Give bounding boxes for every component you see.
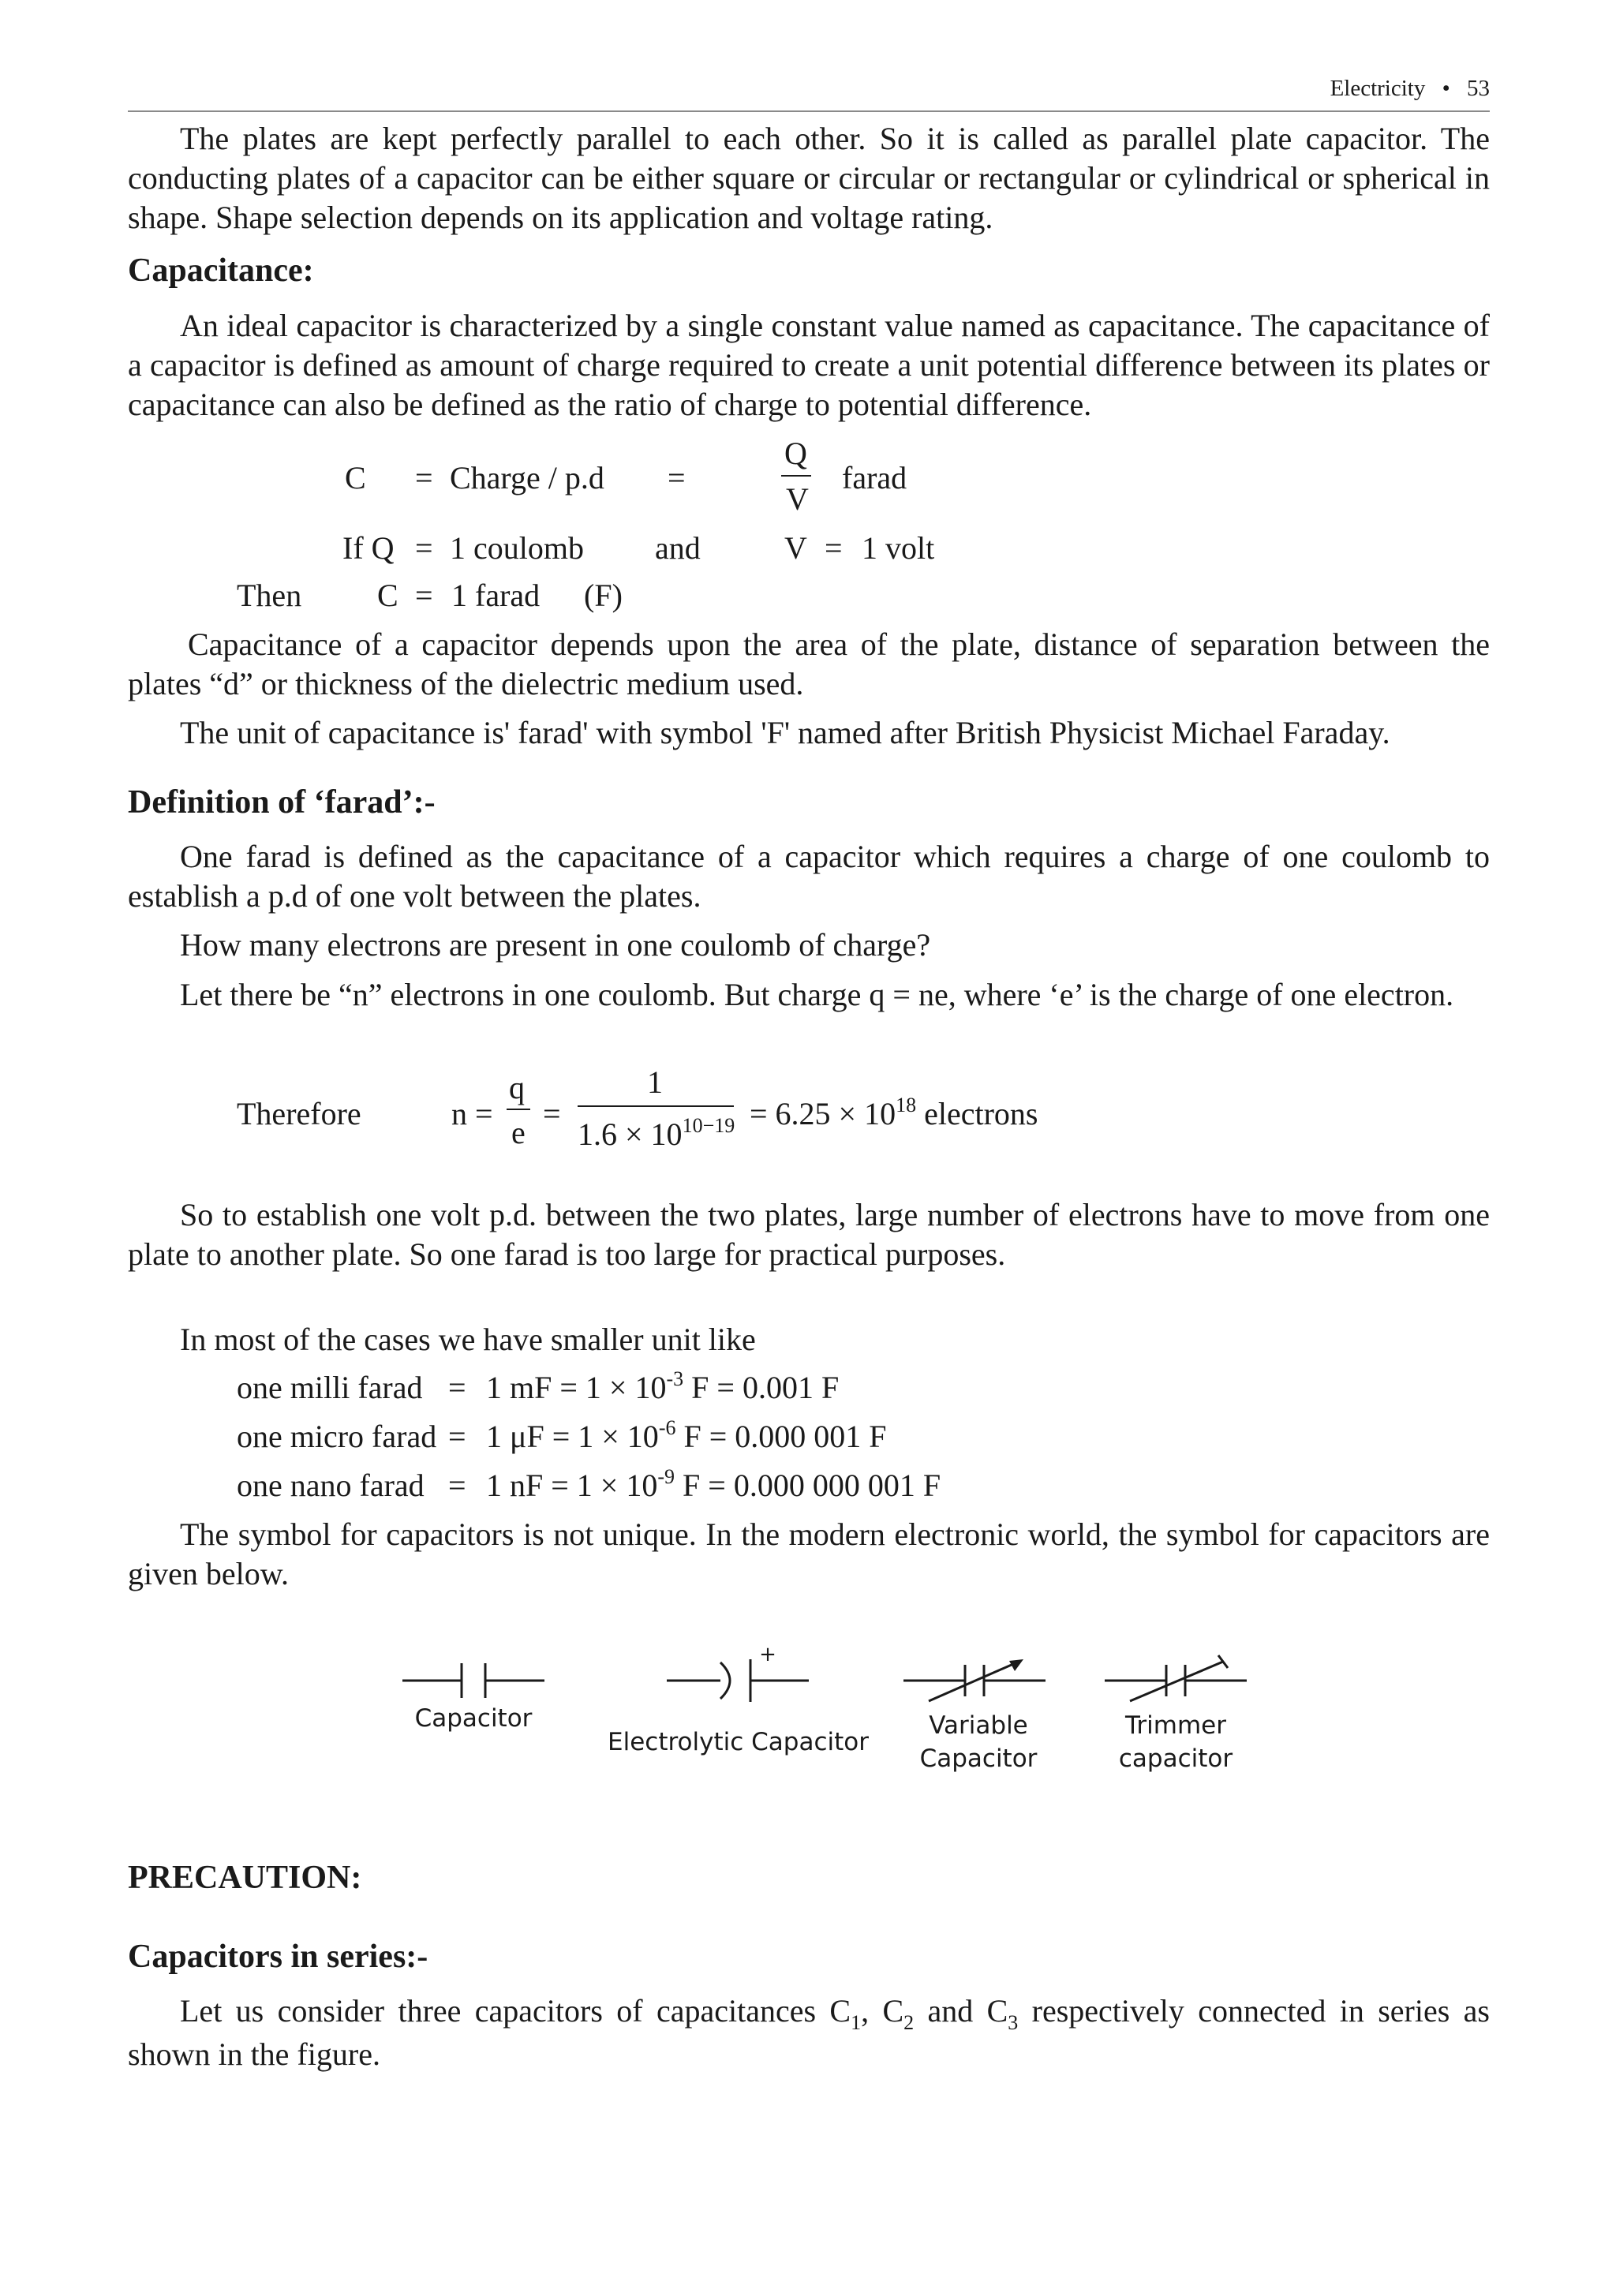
unit-tail: F = 0.000 001 F	[683, 1419, 887, 1454]
formula2-result-exp: 18	[896, 1094, 917, 1116]
formula2-denominator	[578, 1115, 735, 1158]
formula2-den-base: 1.6 × 10	[578, 1116, 683, 1152]
formula-one-volt: 1 volt	[862, 530, 935, 566]
intro-paragraph: The plates are kept perfectly parallel to each other. So it is called as parallel plate capacitor. The conducting plates of a capacitor can be either square or circular or rectangular or cylindrical or spherical in shape. Shape selection depends on its application and voltage rating.	[128, 121, 1490, 235]
variable-capacitor-label	[900, 1709, 1057, 1775]
formula-one-farad: 1 farad	[451, 578, 541, 613]
heading-precaution: PRECAUTION:	[128, 1860, 362, 1896]
formula2-e: e	[511, 1115, 526, 1150]
header-section: Electricity	[1330, 76, 1426, 101]
unit-row-micro	[237, 1417, 887, 1460]
series-text-b: , C	[861, 1993, 904, 2029]
header-separator: •	[1442, 76, 1450, 101]
variable-label-line2: Capacitor	[919, 1744, 1038, 1773]
unit-name: one milli farad	[237, 1370, 423, 1405]
symbol-intro-paragraph: The symbol for capacitors is not unique. In the modern electronic world, the symbol for capacitors are given below.	[128, 1516, 1490, 1591]
series-text-a: Let us consider three capacitors of capacitances C	[180, 1993, 851, 2029]
electrolytic-capacitor-label: Electrolytic Capacitor	[608, 1728, 869, 1756]
electrolytic-plus-label: +	[759, 1643, 776, 1666]
let-paragraph: Let there be “n” electrons in one coulomb. But charge q = ne, where ‘e’ is the charge of one electron.	[180, 977, 1454, 1012]
unit-exp: -9	[657, 1465, 675, 1488]
heading-farad-definition: Definition of ‘farad’:-	[128, 784, 436, 821]
electrolytic-capacitor-symbol-icon	[667, 1645, 809, 1708]
unit-row-nano	[237, 1466, 941, 1509]
unit-expr: 1 mF = 1 × 10	[486, 1370, 667, 1405]
variable-capacitor-symbol-icon	[903, 1657, 1046, 1704]
formula2-fraction-bar	[578, 1105, 734, 1107]
formula-eq1: =	[415, 460, 433, 495]
unit-tail: F = 0.001 F	[691, 1370, 840, 1405]
variable-label-line1: Variable	[929, 1711, 1028, 1740]
formula-symbol-f: (F)	[584, 578, 623, 613]
unit-name: one micro farad	[237, 1419, 437, 1454]
formula-c: C	[345, 460, 366, 495]
question-paragraph: How many electrons are present in one coulomb of charge?	[180, 927, 931, 963]
series-text-d: respectively connected in series as shown in the figure.	[128, 1993, 1490, 2072]
capacitance-definition-paragraph: An ideal capacitor is characterized by a single constant value named as capacitance. The capacitance of a capacitor is defined as amount of charge required to create a unit potential difference between its plates or capacitance can also be defined as the ratio of charge to potential difference.	[128, 308, 1490, 422]
formula-denominator-v: V	[786, 481, 809, 517]
formula-unit-farad: farad	[842, 460, 907, 495]
formula2-result	[750, 1094, 1038, 1138]
unit-eq: =	[448, 1419, 466, 1454]
formula-if-q: If Q	[342, 530, 395, 566]
formula2-result-unit: electrons	[924, 1096, 1038, 1131]
unit-eq: =	[448, 1370, 466, 1405]
formula-charge-pd: Charge / p.d	[450, 460, 604, 495]
heading-capacitors-in-series: Capacitors in series:-	[128, 1939, 428, 1975]
trimmer-label-line2: capacitor	[1118, 1744, 1233, 1773]
trimmer-capacitor-symbol-icon	[1105, 1657, 1247, 1704]
unit-expr: 1 μF = 1 × 10	[486, 1419, 659, 1454]
formula2-therefore: Therefore	[237, 1096, 361, 1131]
formula2-one: 1	[647, 1064, 663, 1100]
header-page-number: 53	[1467, 76, 1490, 101]
trimmer-label-line1: Trimmer	[1125, 1711, 1226, 1740]
series-sub-1: 1	[851, 2011, 862, 2034]
series-text-c: and C	[914, 1993, 1008, 2029]
unit-paragraph: The unit of capacitance is' farad' with symbol 'F' named after British Physicist Michael Faraday.	[180, 715, 1390, 750]
formula-one-coulomb: 1 coulomb	[450, 530, 584, 566]
depends-paragraph: Capacitance of a capacitor depends upon the area of the plate, distance of separation between the plates “d” or thickness of the dielectric medium used.	[128, 626, 1490, 701]
heading-capacitance: Capacitance:	[128, 252, 314, 289]
formula-numerator-q: Q	[784, 436, 807, 471]
establish-paragraph: So to establish one volt p.d. between the two plates, large number of electrons have to move from one plate to another plate. So one farad is too large for practical purposes.	[128, 1197, 1490, 1272]
formula2-q: q	[509, 1070, 525, 1105]
formula-and: and	[655, 530, 701, 566]
formula-eq4: =	[825, 530, 843, 566]
capacitor-symbol-icon	[402, 1657, 544, 1704]
smaller-units-paragraph: In most of the cases we have smaller unit like	[180, 1322, 756, 1357]
unit-name: one nano farad	[237, 1468, 425, 1503]
formula-eq3: =	[415, 530, 433, 566]
capacitor-label: Capacitor	[414, 1704, 533, 1733]
formula-v: V	[784, 530, 807, 566]
unit-expr: 1 nF = 1 × 10	[486, 1468, 658, 1503]
unit-row-milli	[237, 1368, 839, 1412]
unit-exp: -6	[658, 1416, 676, 1439]
formula2-eq: =	[543, 1096, 561, 1131]
formula-eq5: =	[415, 578, 433, 613]
formula2-n-equals: n =	[451, 1096, 493, 1131]
formula-then: Then	[237, 578, 302, 613]
series-sub-3: 3	[1008, 2011, 1019, 2034]
page-header	[128, 76, 1490, 112]
unit-exp: -3	[666, 1367, 684, 1390]
formula-eq2: =	[668, 460, 686, 495]
series-paragraph	[128, 1991, 1490, 2074]
farad-definition-paragraph: One farad is defined as the capacitance of a capacitor which requires a charge of one coulomb to establish a p.d of one volt between the plates.	[128, 839, 1490, 914]
formula2-den-exp: 10−19	[682, 1114, 735, 1137]
formula2-result-base: = 6.25 × 10	[750, 1096, 896, 1131]
formula-fraction-bar	[781, 475, 811, 477]
trimmer-capacitor-label	[1097, 1709, 1255, 1775]
unit-tail: F = 0.000 000 001 F	[683, 1468, 941, 1503]
series-sub-2: 2	[903, 2011, 915, 2034]
formula2-fraction-bar-q-e	[507, 1109, 530, 1110]
unit-eq: =	[448, 1468, 466, 1503]
formula-c2: C	[377, 578, 398, 613]
